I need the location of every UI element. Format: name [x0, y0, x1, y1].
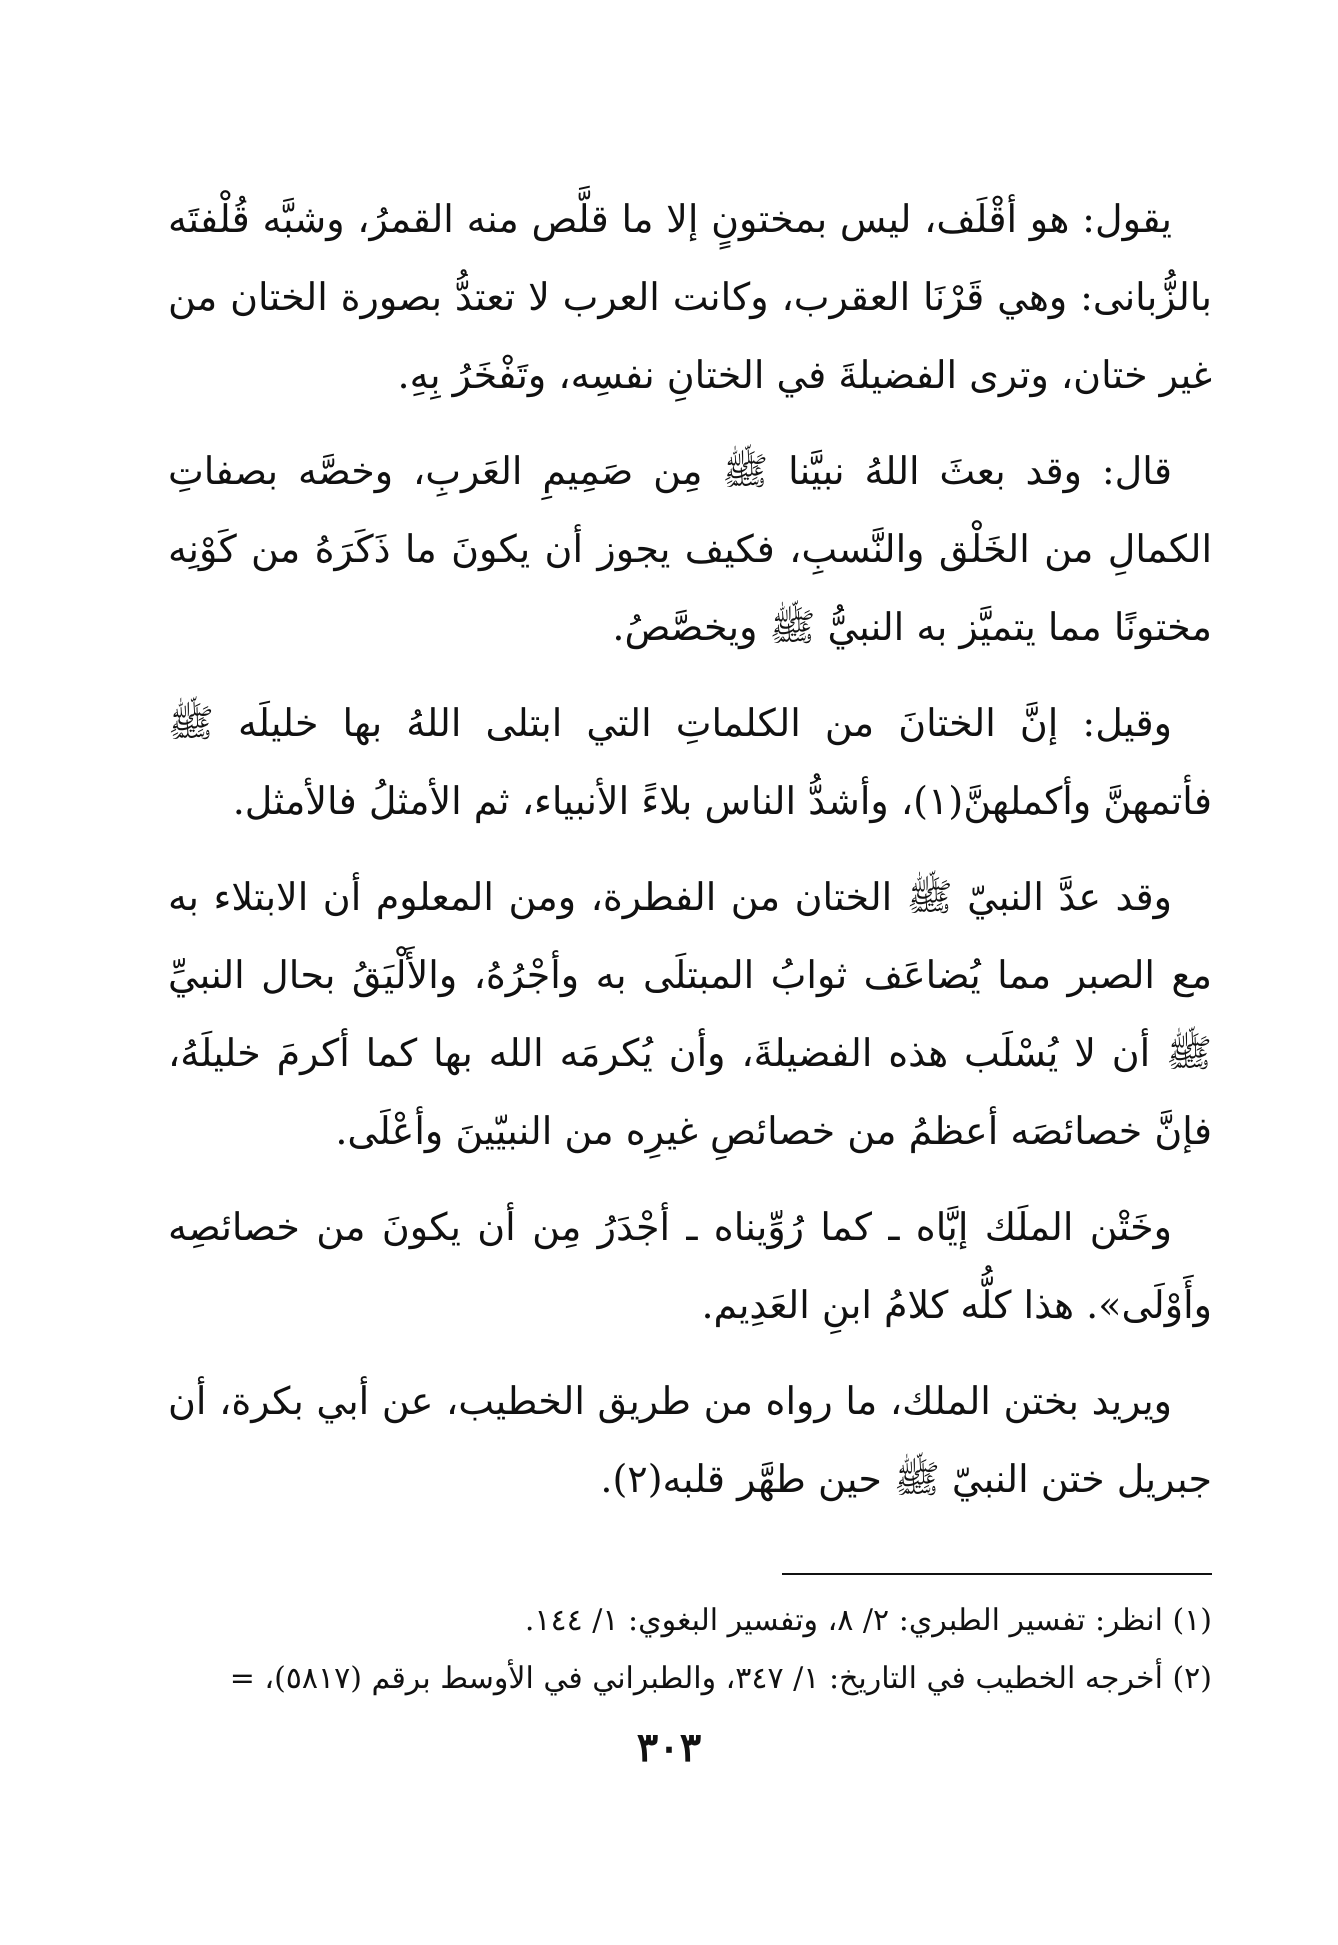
paragraph: وقد عدَّ النبيّ ﷺ الختان من الفطرة، ومن المعلوم أن الابتلاء به مع الصبر مما يُضاعَف ثوابُ المبتلَى به وأجْرُهُ، والأَلْيَقُ بحال النبيِّ ﷺ أن لا يُسْلَب هذه الفضيلةَ، وأن يُكرمَه الله بها كما أكرمَ خليلَهُ، فإنَّ خصائصَه أعظمُ من خصائصِ غيرِه من النبيّينَ وأعْلَى.: [168, 875, 1212, 1153]
footnote-separator: [782, 1573, 1212, 1575]
paragraph: قال: وقد بعثَ اللهُ نبيَّنا ﷺ مِن صَمِيمِ العَربِ، وخصَّه بصفاتِ الكمالِ من الخَلْق والنَّسبِ، فكيف يجوز أن يكونَ ما ذَكَرَهُ من كَوْنِه مختونًا مما يتميَّز به النبيُّ ﷺ ويخصَّصُ.: [168, 449, 1212, 649]
footnote-1: (١) انظر: تفسير الطبري: ٢/ ٨، وتفسير البغوي: ١/ ١٤٤.: [524, 1603, 1212, 1638]
paragraph: يقول: هو أقْلَف، ليس بمختونٍ إلا ما قلَّص منه القمرُ، وشبَّه قُلْفتَه بالزُّبانى: وهي قَرْنَا العقرب، وكانت العرب لا تعتدُّ بصورة الختان من غير ختان، وترى الفضيلةَ في الختانِ نفسِه، وتَفْخَرُ بِهِ.: [168, 197, 1212, 397]
paragraph: ويريد بختن الملك، ما رواه من طريق الخطيب، عن أبي بكرة، أن جبريل ختن النبيّ ﷺ حين طهَّر قلبه(٢).: [168, 1379, 1212, 1501]
main-text: [168, 180, 1212, 1536]
paragraph: وخَتْن الملَك إيَّاه ـ كما رُوِّيناه ـ أجْدَرُ مِن أن يكونَ من خصائصِه وأَوْلَى». هذا كلُّه كلامُ ابنِ العَدِيم.: [168, 1205, 1212, 1327]
page-number: ٣٠٣: [636, 1724, 702, 1771]
paragraph: وقيل: إنَّ الختانَ من الكلماتِ التي ابتلى اللهُ بها خليلَه ﷺ فأتمهنَّ وأكملهنَّ(١)، وأشدُّ الناس بلاءً الأنبياء، ثم الأمثلُ فالأمثل.: [168, 701, 1212, 823]
footnote-2: (٢) أخرجه الخطيب في التاريخ: ١/ ٣٤٧، والطبراني في الأوسط برقم (٥٨١٧)، =: [229, 1661, 1212, 1696]
footnotes: [140, 1592, 1212, 1708]
